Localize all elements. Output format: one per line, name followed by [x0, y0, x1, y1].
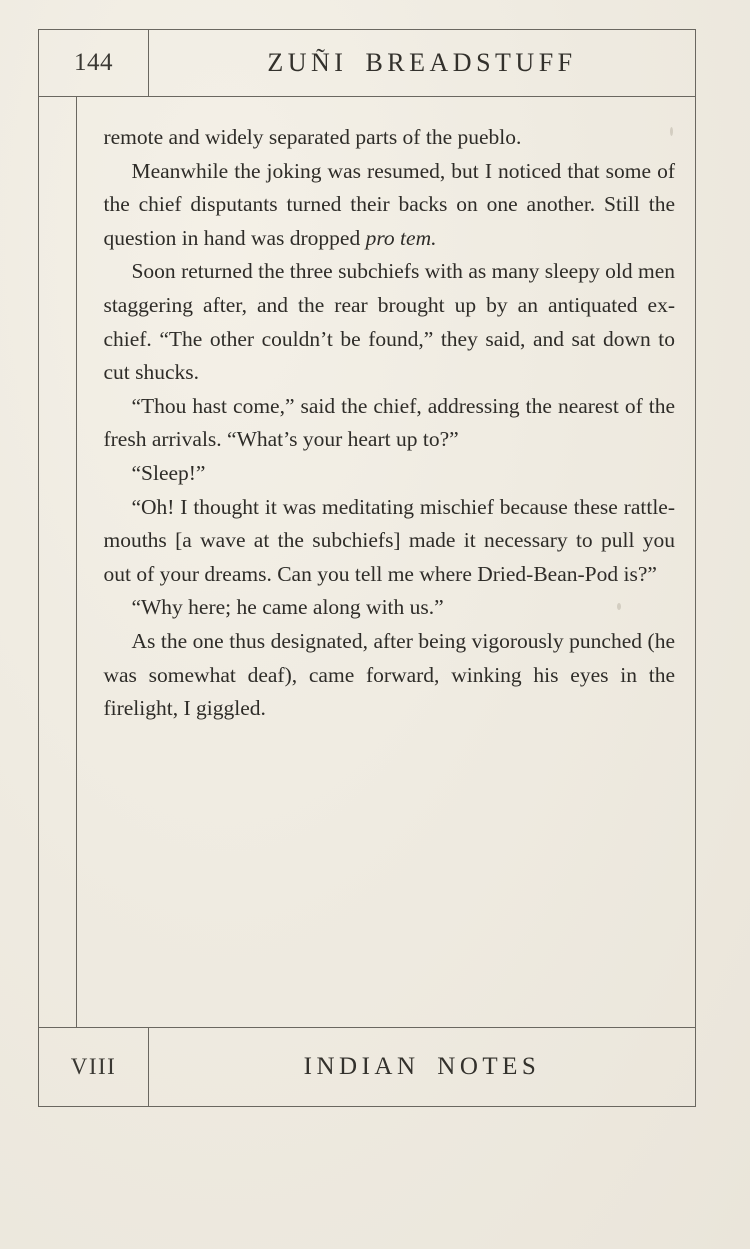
text-run: “Why here; he came along with us.”: [131, 595, 444, 620]
body-text: [77, 97, 695, 726]
text-run: “Thou hast come,” said the chief, addressing the nearest of the fresh arrivals. “What’s your heart up to?”: [103, 393, 675, 452]
text-run: As the one thus designated, after being vigorously punched (he was somewhat deaf), came forward, winking his eyes in the firelight, I giggled.: [103, 628, 675, 721]
text-column: [77, 97, 695, 1027]
paragraph: [103, 390, 675, 457]
text-run: “Oh! I thought it was meditating mischief because these rattle-mouths [a wave at the subchiefs] made it necessary to pull you out of your dreams. Can you tell me where Dried-Bean-Pod is?”: [103, 494, 675, 586]
signature-mark: VIII: [70, 1054, 117, 1079]
page-frame: [38, 29, 696, 1107]
paragraph: [103, 155, 675, 256]
page-number: 144: [74, 49, 113, 76]
footer-title: INDIAN NOTES: [303, 1053, 541, 1080]
text-run: Meanwhile the joking was resumed, but I noticed that some of the chief disputants turned their backs on one another. Still the question in hand was dropped: [103, 158, 675, 250]
footer-title-cell: [149, 1028, 695, 1106]
page-body: [39, 97, 695, 1028]
paragraph: [103, 255, 675, 389]
paragraph: [103, 457, 675, 491]
text-run: “Sleep!”: [131, 460, 206, 485]
text-run: Soon returned the three subchiefs with as many sleepy old men staggering after, and the rear brought up by an antiquated ex-chief. “The other couldn’t be found,” they said, and sat down to cut shucks.: [103, 259, 675, 385]
folio-cell: [39, 30, 149, 96]
left-margin-cell: [39, 97, 77, 1027]
page-header: [39, 30, 695, 97]
text-run: remote and widely separated parts of the pueblo.: [103, 125, 522, 149]
paragraph: [103, 591, 675, 625]
italic-run: pro tem.: [365, 225, 437, 250]
paragraph: [103, 121, 675, 155]
running-head-cell: [149, 30, 695, 96]
paragraph: [103, 625, 675, 726]
paragraph: [103, 491, 675, 592]
running-head: ZUÑI BREADSTUFF: [267, 48, 577, 77]
signature-cell: [39, 1028, 149, 1106]
page-footer: [39, 1028, 695, 1106]
